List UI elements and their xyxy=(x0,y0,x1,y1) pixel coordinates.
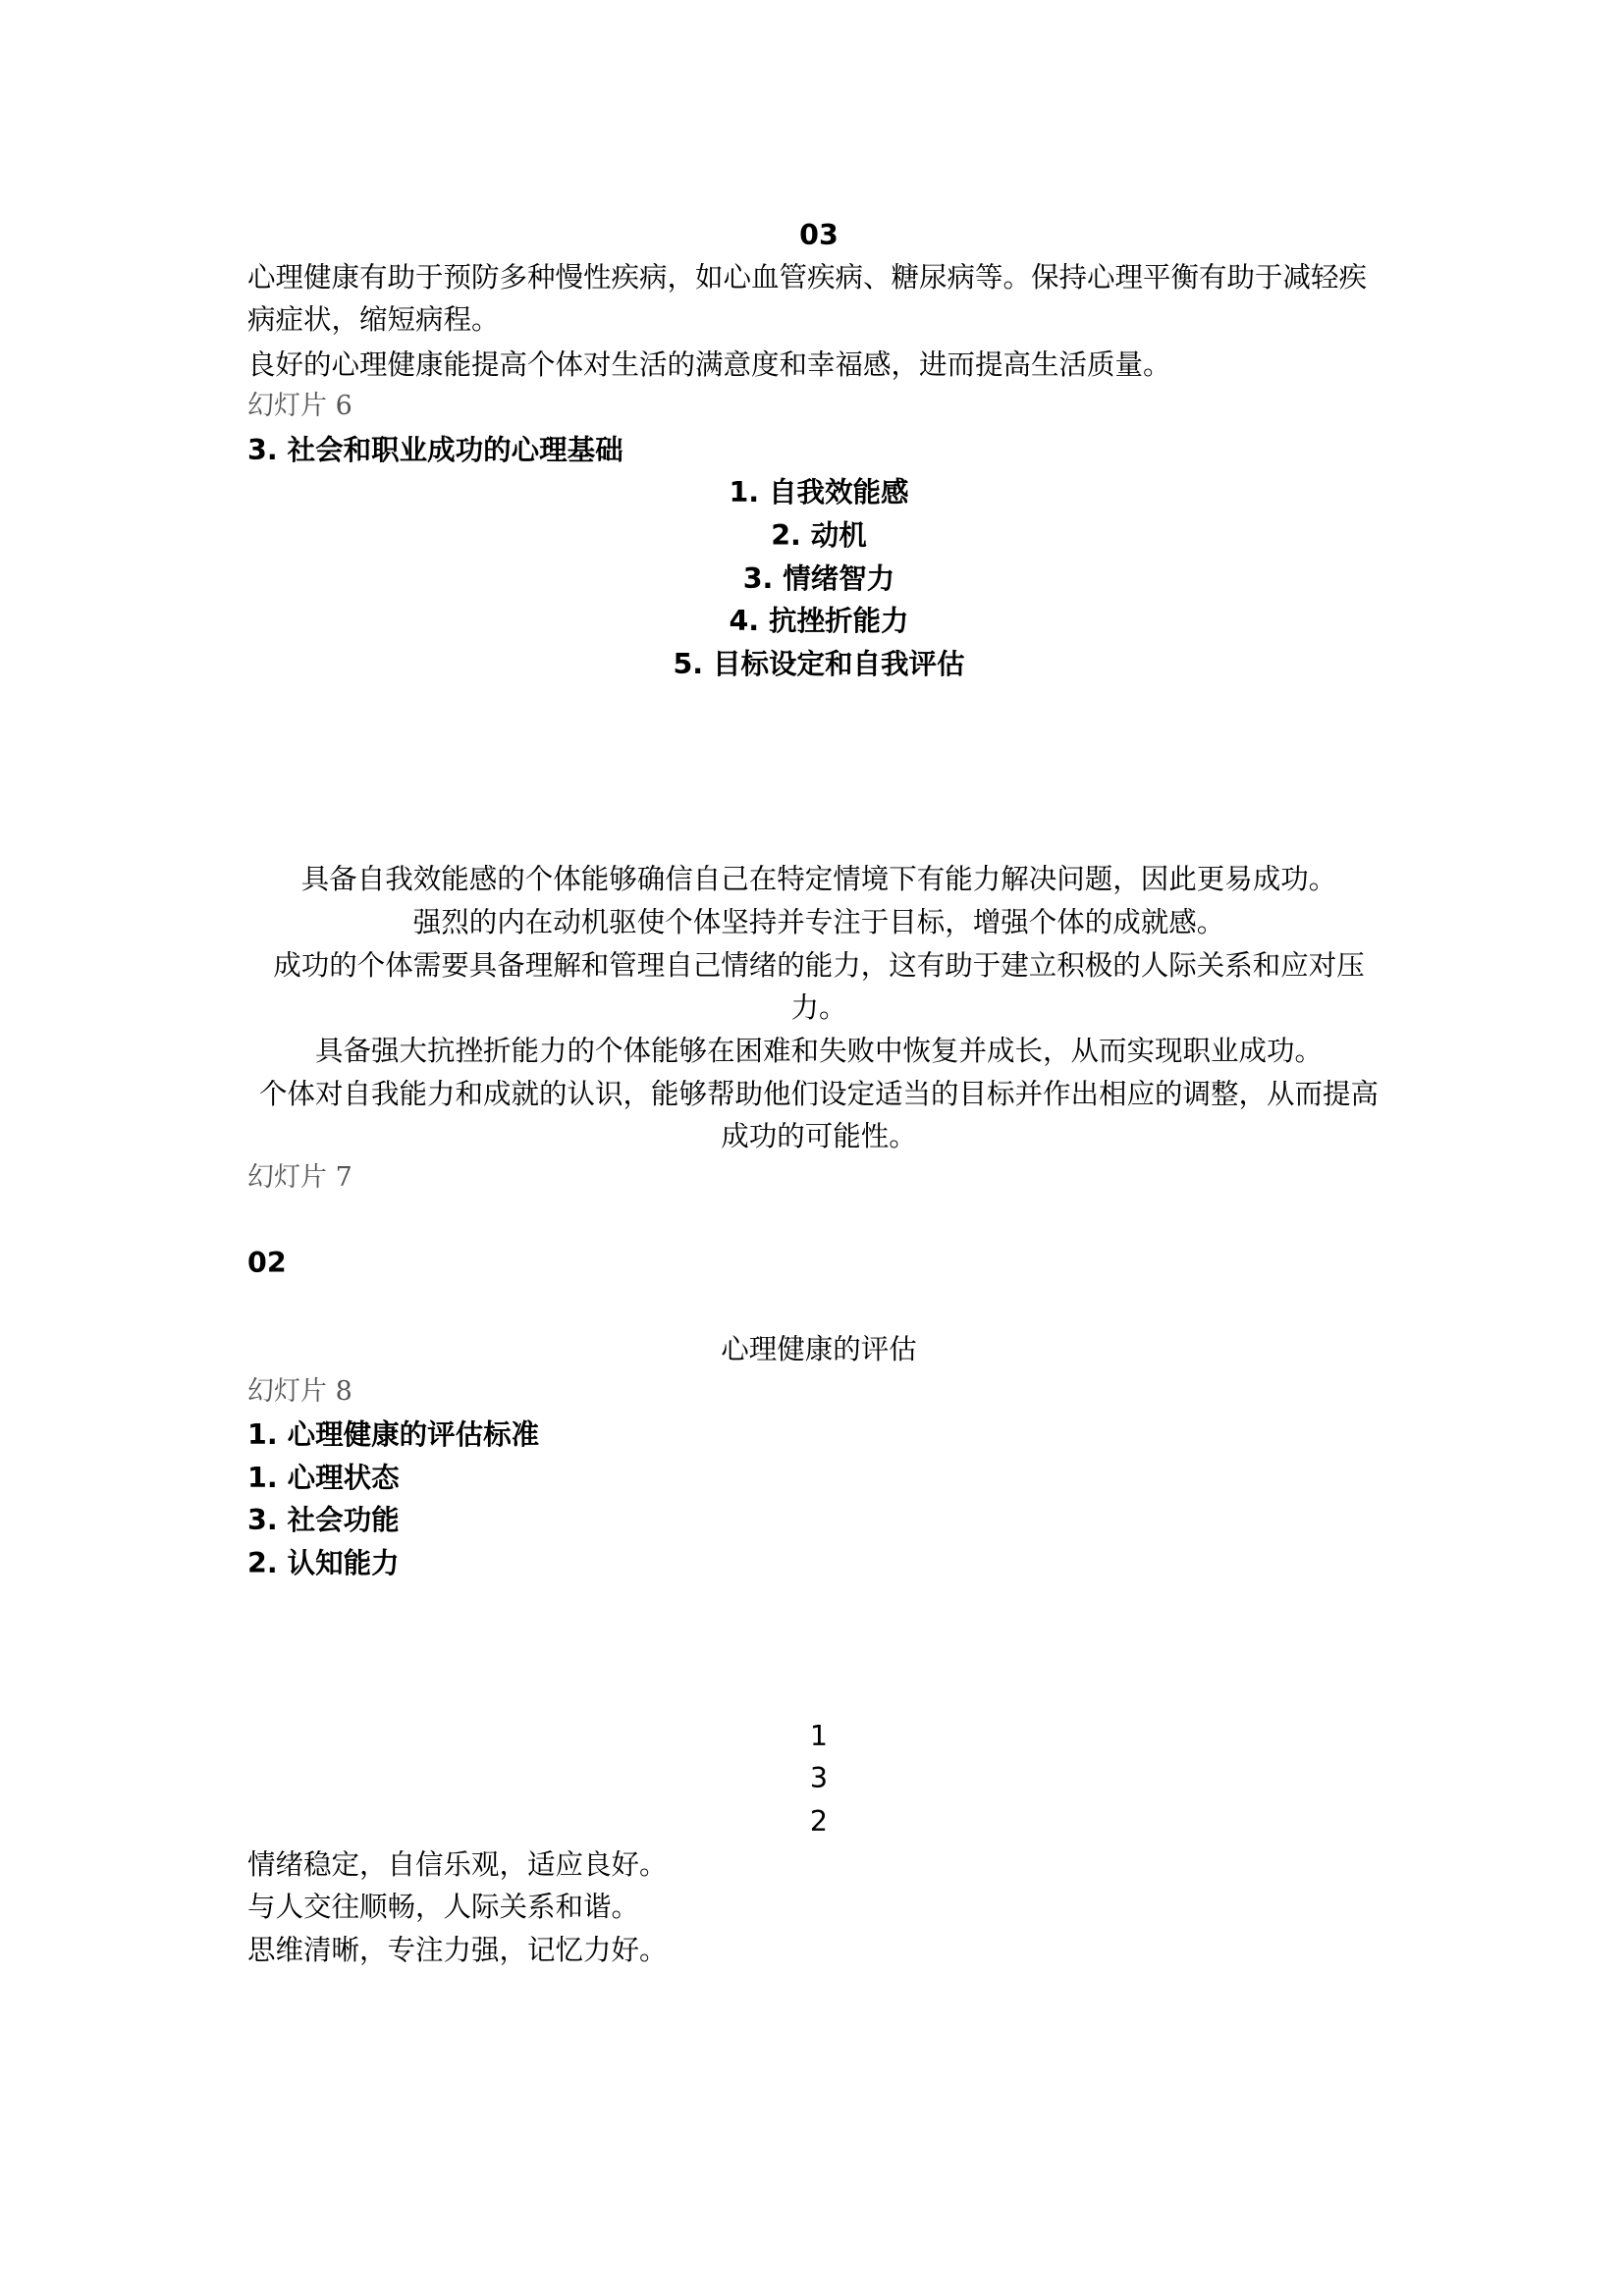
paragraph: 病症状，缩短病程。 xyxy=(247,303,500,336)
description-line: 情绪稳定，自信乐观，适应良好。 xyxy=(247,1848,668,1881)
number-label: 3 xyxy=(809,1762,829,1794)
number-label: 2 xyxy=(809,1805,829,1838)
heading: 1. 心理健康的评估标准 xyxy=(247,1418,540,1451)
slide-label: 幻灯片 8 xyxy=(247,1376,352,1407)
description-line: 成功的个体需要具备理解和管理自己情绪的能力，这有助于建立积极的人际关系和应对压 xyxy=(273,949,1365,982)
list-item: 3. 情绪智力 xyxy=(742,562,895,595)
description-line: 具备自我效能感的个体能够确信自己在特定情境下有能力解决问题，因此更易成功。 xyxy=(300,863,1337,895)
paragraph: 良好的心理健康能提高个体对生活的满意度和幸福感，进而提高生活质量。 xyxy=(247,348,1171,381)
section-number: 03 xyxy=(799,219,839,251)
list-item: 1. 自我效能感 xyxy=(729,476,909,508)
slide-label: 幻灯片 6 xyxy=(247,391,352,421)
slide-label: 幻灯片 7 xyxy=(247,1162,352,1193)
list-item: 3. 社会功能 xyxy=(247,1504,400,1536)
list-item: 1. 心理状态 xyxy=(247,1462,400,1494)
list-item: 5. 目标设定和自我评估 xyxy=(673,648,965,680)
list-item: 2. 动机 xyxy=(771,519,867,552)
description-line: 与人交往顺畅，人际关系和谐。 xyxy=(247,1891,640,1923)
description-line: 具备强大抗挫折能力的个体能够在困难和失败中恢复并成长，从而实现职业成功。 xyxy=(314,1035,1323,1067)
description-line: 强烈的内在动机驱使个体坚持并专注于目标，增强个体的成就感。 xyxy=(412,906,1225,938)
paragraph: 心理健康有助于预防多种慢性疾病，如心血管疾病、糖尿病等。保持心理平衡有助于减轻疾 xyxy=(247,261,1368,294)
section-number: 02 xyxy=(247,1247,287,1279)
list-item: 2. 认知能力 xyxy=(247,1547,400,1579)
list-item: 4. 抗挫折能力 xyxy=(729,605,909,637)
description-line: 力。 xyxy=(790,991,847,1024)
description-line: 思维清晰，专注力强，记忆力好。 xyxy=(247,1934,668,1966)
number-label: 1 xyxy=(809,1720,829,1752)
description-line: 成功的可能性。 xyxy=(721,1120,917,1152)
description-line: 个体对自我能力和成就的认识，能够帮助他们设定适当的目标并作出相应的调整，从而提高 xyxy=(258,1078,1379,1110)
section-title: 心理健康的评估 xyxy=(721,1333,917,1365)
heading: 3. 社会和职业成功的心理基础 xyxy=(247,434,623,466)
